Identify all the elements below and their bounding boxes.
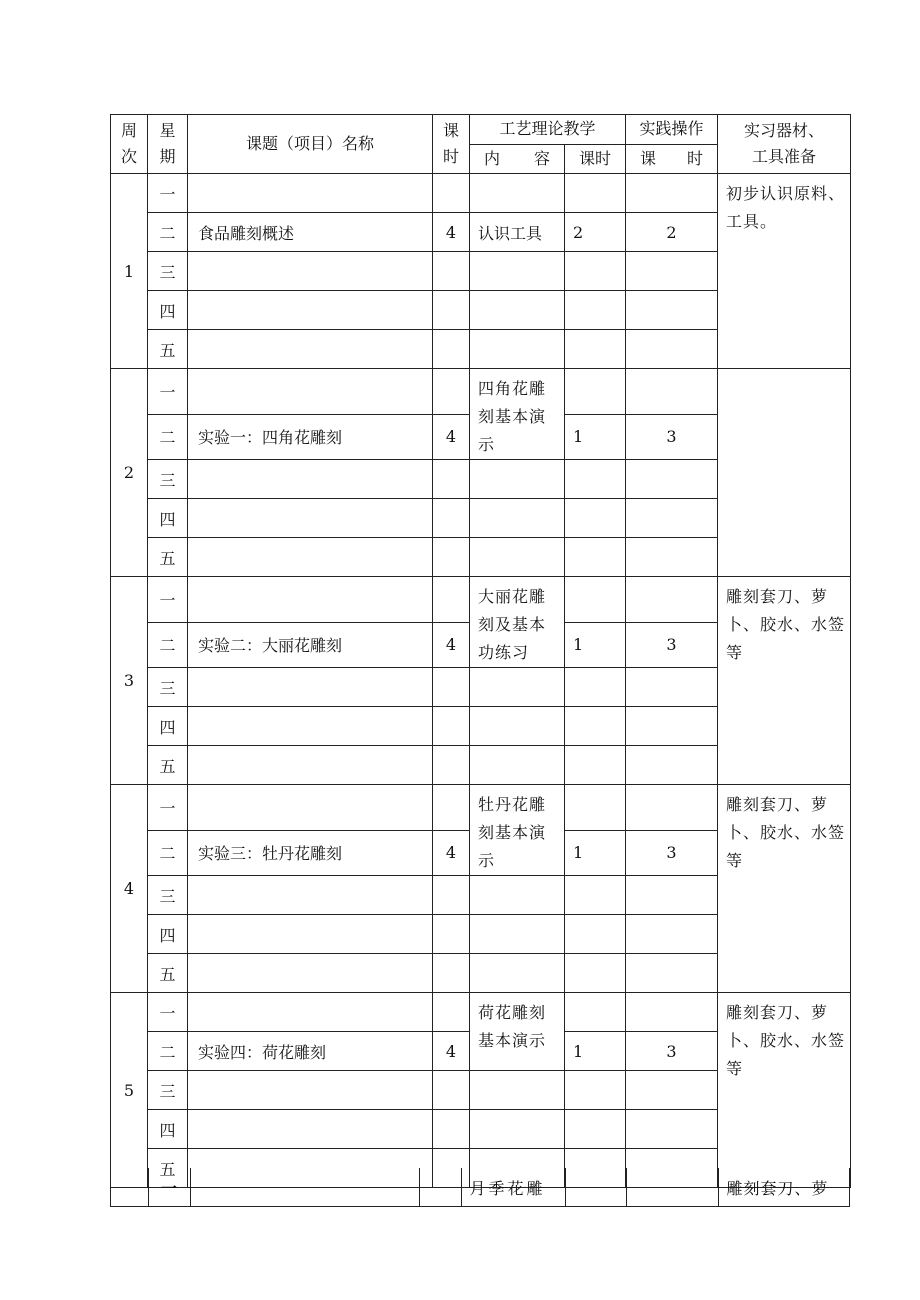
theory-hours: 1 [565, 830, 626, 876]
materials: 雕刻套刀、萝卜、胶水、水签等 [718, 993, 851, 1188]
day-name: 二 [148, 414, 188, 460]
topic-name-empty [188, 993, 433, 1032]
theory-hours-empty [565, 460, 626, 499]
theory-content: 认识工具 [470, 213, 565, 252]
theory-hours: 1 [565, 622, 626, 668]
theory-hours-empty [565, 1071, 626, 1110]
day-name: 二 [148, 830, 188, 876]
practice-hours-empty [626, 369, 718, 415]
practice-hours-empty [626, 876, 718, 915]
day-name: 一 [148, 174, 188, 213]
topic-name-empty [188, 460, 433, 499]
schedule-row [111, 174, 851, 213]
topic-name-empty [188, 499, 433, 538]
theory-content-empty [470, 668, 565, 707]
theory-content: 大丽花雕刻及基本功练习 [470, 577, 565, 668]
topic-hours: 4 [433, 414, 470, 460]
theory-hours-empty [565, 291, 626, 330]
theory-hours-empty [565, 1110, 626, 1149]
theory-content: 四角花雕刻基本演示 [470, 369, 565, 460]
day-name: 五 [148, 954, 188, 993]
practice-hours: 3 [626, 830, 718, 876]
topic-name-empty [188, 785, 433, 831]
topic-name: 食品雕刻概述 [188, 213, 433, 252]
theory-hours-empty [565, 785, 626, 831]
schedule-row [111, 369, 851, 415]
practice-hours-empty [626, 577, 718, 623]
theory-hours-empty [565, 954, 626, 993]
topic-name-empty [188, 1071, 433, 1110]
partial-week-6-row [110, 1168, 850, 1207]
practice-hours-empty [626, 252, 718, 291]
partial-content: 月季花雕 [461, 1168, 565, 1206]
day-name: 四 [148, 499, 188, 538]
day-name: 五 [148, 330, 188, 369]
topic-name-empty [188, 577, 433, 623]
header-topic: 课题（项目）名称 [188, 115, 433, 174]
header-practice-hours [626, 144, 718, 174]
topic-name-empty [188, 915, 433, 954]
topic-hours: 4 [433, 213, 470, 252]
practice-hours-empty [626, 1110, 718, 1149]
week-number: 5 [111, 993, 148, 1188]
topic-name-empty [188, 291, 433, 330]
day-name: 二 [148, 213, 188, 252]
day-name: 一 [148, 785, 188, 831]
theory-content-empty [470, 954, 565, 993]
topic-hours-empty [433, 915, 470, 954]
topic-hours-empty [433, 174, 470, 213]
topic-hours-empty [433, 954, 470, 993]
week-number: 4 [111, 785, 148, 993]
practice-hours: 2 [626, 213, 718, 252]
practice-hours-empty [626, 954, 718, 993]
week-number: 2 [111, 369, 148, 577]
practice-hours-empty [626, 668, 718, 707]
week-number: 1 [111, 174, 148, 369]
theory-content-empty [470, 876, 565, 915]
header-theory-content-char: 内 [484, 148, 501, 168]
day-name: 五 [148, 1149, 188, 1188]
day-name: 一 [148, 577, 188, 623]
theory-hours-empty [565, 668, 626, 707]
theory-hours-empty [565, 369, 626, 415]
day-name: 四 [148, 1110, 188, 1149]
practice-hours-empty [626, 915, 718, 954]
day-name: 四 [148, 915, 188, 954]
day-name: 一 [148, 369, 188, 415]
practice-hours-empty [626, 707, 718, 746]
practice-hours-empty [626, 174, 718, 213]
day-name: 二 [148, 1032, 188, 1071]
topic-hours-empty [433, 499, 470, 538]
theory-content-empty [470, 746, 565, 785]
practice-hours-empty [626, 291, 718, 330]
materials: 雕刻套刀、萝卜、胶水、水签等 [718, 785, 851, 993]
theory-content-empty [470, 538, 565, 577]
theory-hours-empty [565, 252, 626, 291]
topic-name-empty [188, 707, 433, 746]
topic-name: 实验三：牡丹花雕刻 [188, 830, 433, 876]
theory-hours-empty [565, 915, 626, 954]
theory-hours-empty [565, 499, 626, 538]
practice-hours-empty [626, 460, 718, 499]
practice-hours-empty [626, 1071, 718, 1110]
theory-hours-empty [565, 538, 626, 577]
schedule-row [111, 785, 851, 831]
header-materials: 实习器材、 工具准备 [718, 115, 851, 174]
topic-hours-empty [433, 1071, 470, 1110]
theory-hours-empty [565, 993, 626, 1032]
theory-content-empty [470, 499, 565, 538]
theory-content-empty [470, 1071, 565, 1110]
topic-hours-empty [433, 1110, 470, 1149]
practice-hours-empty [626, 499, 718, 538]
topic-hours-empty [433, 252, 470, 291]
topic-name-empty [188, 330, 433, 369]
partial-day: 一 [148, 1168, 190, 1206]
topic-hours-empty [433, 785, 470, 831]
header-theory-content [470, 144, 565, 174]
day-name: 三 [148, 252, 188, 291]
practice-hours-empty [626, 746, 718, 785]
topic-hours-empty [433, 876, 470, 915]
header-practice: 实践操作 [626, 115, 718, 145]
topic-hours-empty [433, 369, 470, 415]
topic-hours-empty [433, 291, 470, 330]
practice-hours: 3 [626, 1032, 718, 1071]
topic-name-empty [188, 668, 433, 707]
topic-name-empty [188, 876, 433, 915]
topic-hours-empty [433, 330, 470, 369]
schedule-row [111, 577, 851, 623]
schedule-row [111, 993, 851, 1032]
week-number: 3 [111, 577, 148, 785]
topic-name-empty [188, 174, 433, 213]
theory-hours-empty [565, 746, 626, 785]
theory-hours: 1 [565, 414, 626, 460]
theory-hours-empty [565, 174, 626, 213]
topic-hours-empty [433, 993, 470, 1032]
theory-hours-empty [565, 577, 626, 623]
topic-hours-empty [433, 746, 470, 785]
theory-hours-empty [565, 330, 626, 369]
theory-content: 荷花雕刻基本演示 [470, 993, 565, 1071]
theory-content: 牡丹花雕刻基本演示 [470, 785, 565, 876]
day-name: 五 [148, 538, 188, 577]
day-name: 四 [148, 291, 188, 330]
theory-content-empty [470, 252, 565, 291]
day-name: 三 [148, 1071, 188, 1110]
topic-hours: 4 [433, 1032, 470, 1071]
materials: 雕刻套刀、萝卜、胶水、水签等 [718, 577, 851, 785]
topic-name: 实验一：四角花雕刻 [188, 414, 433, 460]
day-name: 五 [148, 746, 188, 785]
theory-content-empty [470, 707, 565, 746]
day-name: 三 [148, 460, 188, 499]
topic-hours-empty [433, 460, 470, 499]
topic-name: 实验二：大丽花雕刻 [188, 622, 433, 668]
topic-name: 实验四：荷花雕刻 [188, 1032, 433, 1071]
header-theory-content-char: 容 [533, 148, 550, 168]
topic-name-empty [188, 538, 433, 577]
theory-content-empty [470, 330, 565, 369]
practice-hours: 3 [626, 622, 718, 668]
theory-content-empty [470, 460, 565, 499]
day-name: 三 [148, 876, 188, 915]
materials: 初步认识原料、工具。 [718, 174, 851, 369]
header-theory: 工艺理论教学 [470, 115, 626, 145]
theory-hours: 2 [565, 213, 626, 252]
partial-materials: 雕刻套刀、萝 [726, 1178, 829, 1198]
topic-hours-empty [433, 538, 470, 577]
header-week: 周 次 [111, 115, 148, 174]
header-hours: 课 时 [433, 115, 470, 174]
header-practice-hours-char: 课 [640, 148, 657, 168]
theory-content-empty [470, 291, 565, 330]
topic-hours-empty [433, 577, 470, 623]
day-name: 三 [148, 668, 188, 707]
theory-content-empty [470, 915, 565, 954]
topic-name-empty [188, 746, 433, 785]
topic-hours-empty [433, 707, 470, 746]
theory-hours-empty [565, 707, 626, 746]
day-name: 一 [148, 993, 188, 1032]
practice-hours-empty [626, 785, 718, 831]
topic-hours-empty [433, 668, 470, 707]
theory-content-empty [470, 174, 565, 213]
practice-hours-empty [626, 538, 718, 577]
theory-hours: 1 [565, 1032, 626, 1071]
header-theory-hours: 课时 [565, 144, 626, 174]
header-practice-hours-char: 时 [687, 148, 704, 168]
day-name: 四 [148, 707, 188, 746]
practice-hours: 3 [626, 414, 718, 460]
topic-hours: 4 [433, 622, 470, 668]
topic-name-empty [188, 954, 433, 993]
materials [718, 369, 851, 577]
teaching-schedule-table [110, 114, 851, 1188]
topic-name-empty [188, 1110, 433, 1149]
theory-hours-empty [565, 876, 626, 915]
theory-content-empty [470, 1110, 565, 1149]
topic-hours: 4 [433, 830, 470, 876]
practice-hours-empty [626, 993, 718, 1032]
topic-name-empty [188, 369, 433, 415]
practice-hours-empty [626, 330, 718, 369]
day-name: 二 [148, 622, 188, 668]
header-row [111, 115, 851, 145]
header-day: 星 期 [148, 115, 188, 174]
topic-name-empty [188, 252, 433, 291]
